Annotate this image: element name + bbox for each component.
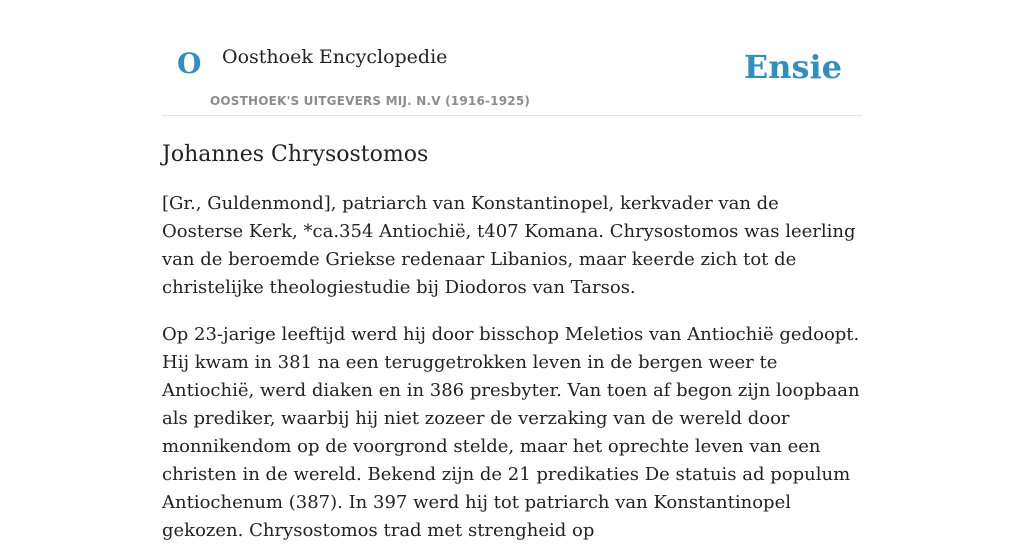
article-title: Johannes Chrysostomos <box>162 142 429 167</box>
ensie-brand-logo[interactable]: Ensie <box>743 48 842 86</box>
article-paragraph-1: [Gr., Guldenmond], patriarch van Konstantinopel, kerkvader van de Oosterse Kerk, *ca.354 Antiochië, t407 Komana. Chrysostomos was leerling van de beroemde Griekse redenaar Libanios, maar keerde zich tot de christelijke theologiestudie bij Diodoros van Tarsos. <box>162 193 856 299</box>
article-paragraph-2: Op 23-jarige leeftijd werd hij door bisschop Meletios van Antiochië gedoopt. Hij kwam in 381 na een teruggetrokken leven in de bergen weer te Antiochië, werd diaken en in 386 presbyter. Van toen af begon zijn loopbaan als prediker, waarbij hij niet zozeer de verzaking van de wereld door monnikendom op de voorgrond stelde, maar het oprechte leven van een christen in de wereld. Bekend zijn de 21 predikaties De statuis ad populum Antiochenum (387). In 397 werd hij tot patriarch van Konstantinopel gekozen. Chrysostomos trad met strengheid op <box>162 324 860 542</box>
encyclopedia-title[interactable]: Oosthoek Encyclopedie <box>222 46 448 68</box>
main-content <box>162 0 862 545</box>
publisher-subtitle: OOSTHOEK'S UITGEVERS MIJ. N.V (1916-1925) <box>210 94 531 108</box>
encyclopedia-header <box>162 0 862 116</box>
encyclopedia-logo[interactable]: O <box>177 47 202 80</box>
